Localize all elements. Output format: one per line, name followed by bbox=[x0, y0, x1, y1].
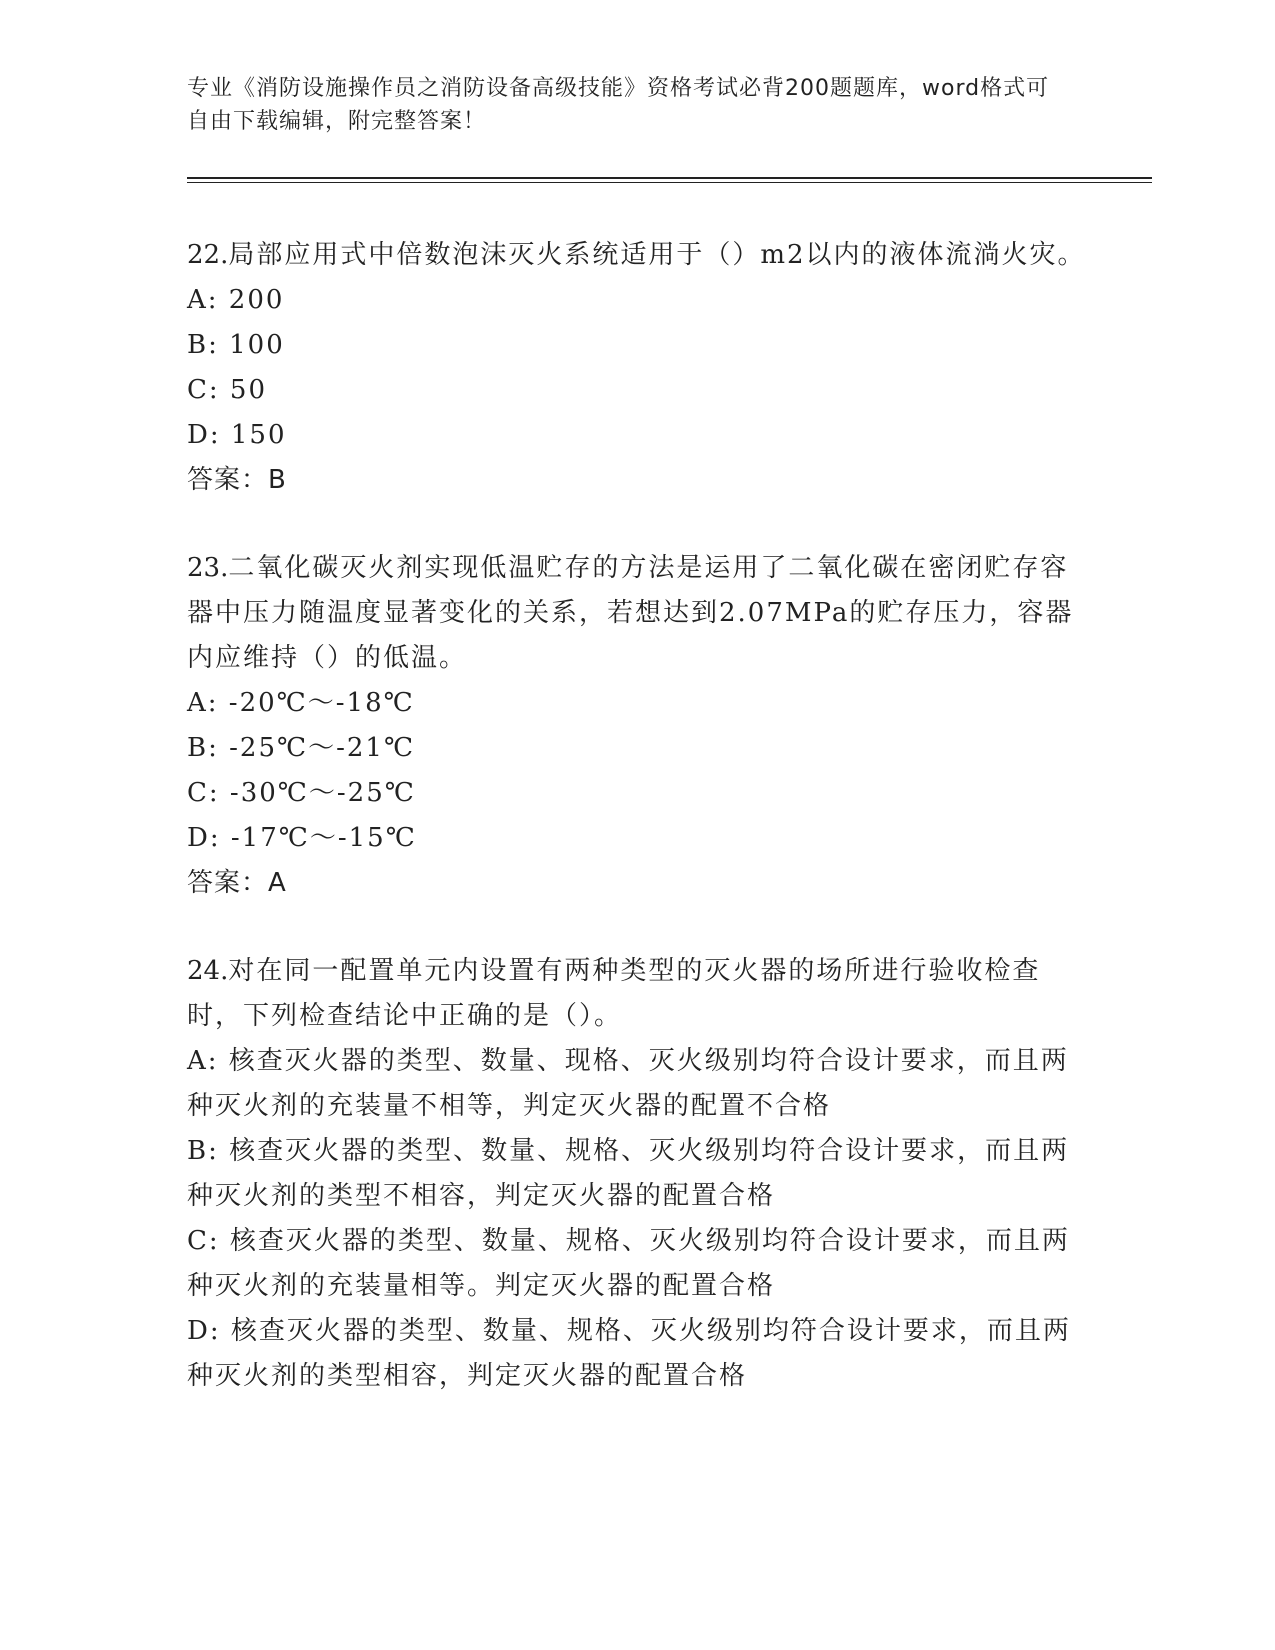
question-stem bbox=[187, 546, 1087, 681]
option-c: C: 核查灭火器的类型、数量、规格、灭火级别均符合设计要求，而且两种灭火剂的充装量相等。判定灭火器的配置合格 bbox=[187, 1226, 1070, 1301]
question-number: 23. bbox=[187, 553, 229, 583]
document-header bbox=[187, 72, 1067, 138]
option-b: B: -25℃～-21℃ bbox=[187, 733, 416, 763]
option-b: B: 100 bbox=[187, 330, 285, 360]
option-c: C: -30℃～-25℃ bbox=[187, 778, 416, 808]
option-b: B: 核查灭火器的类型、数量、规格、灭火级别均符合设计要求，而且两种灭火剂的类型不相容，判定灭火器的配置合格 bbox=[187, 1136, 1070, 1211]
question-23 bbox=[187, 546, 1087, 906]
question-stem bbox=[187, 949, 1087, 1039]
question-text: 局部应用式中倍数泡沫灭火系统适用于（）m2以内的液体流淌火灾。 bbox=[228, 240, 1086, 270]
option-a: A: 200 bbox=[187, 285, 285, 315]
question-number: 22. bbox=[187, 240, 229, 270]
option-a: A: -20℃～-18℃ bbox=[187, 688, 415, 718]
question-number: 24. bbox=[187, 956, 229, 986]
option-a: A: 核查灭火器的类型、数量、现格、灭火级别均符合设计要求，而且两种灭火剂的充装量不相等，判定灭火器的配置不合格 bbox=[187, 1046, 1069, 1121]
option-d: D: -17℃～-15℃ bbox=[187, 823, 417, 853]
question-list bbox=[187, 233, 1087, 1442]
answer-line: 答案：B bbox=[187, 465, 287, 495]
option-d: D: 150 bbox=[187, 420, 287, 450]
option-d: D: 核查灭火器的类型、数量、规格、灭火级别均符合设计要求，而且两种灭火剂的类型相容，判定灭火器的配置合格 bbox=[187, 1316, 1071, 1391]
question-stem bbox=[187, 233, 1087, 278]
header-text: 专业《消防设施操作员之消防设备高级技能》资格考试必背200题题库，word格式可自由下载编辑，附完整答案！ bbox=[187, 76, 1050, 134]
question-24 bbox=[187, 949, 1087, 1399]
option-c: C: 50 bbox=[187, 375, 268, 405]
header-divider-thin bbox=[187, 182, 1152, 183]
header-divider-thick bbox=[187, 177, 1152, 179]
question-text: 二氧化碳灭火剂实现低温贮存的方法是运用了二氧化碳在密闭贮存容器中压力随温度显著变化的关系，若想达到2.07MPa的贮存压力，容器内应维持（）的低温。 bbox=[187, 553, 1074, 673]
answer-line: 答案：A bbox=[187, 868, 287, 898]
question-text: 对在同一配置单元内设置有两种类型的灭火器的场所进行验收检查时，下列检查结论中正确的是（）。 bbox=[187, 956, 1041, 1031]
question-22 bbox=[187, 233, 1087, 503]
